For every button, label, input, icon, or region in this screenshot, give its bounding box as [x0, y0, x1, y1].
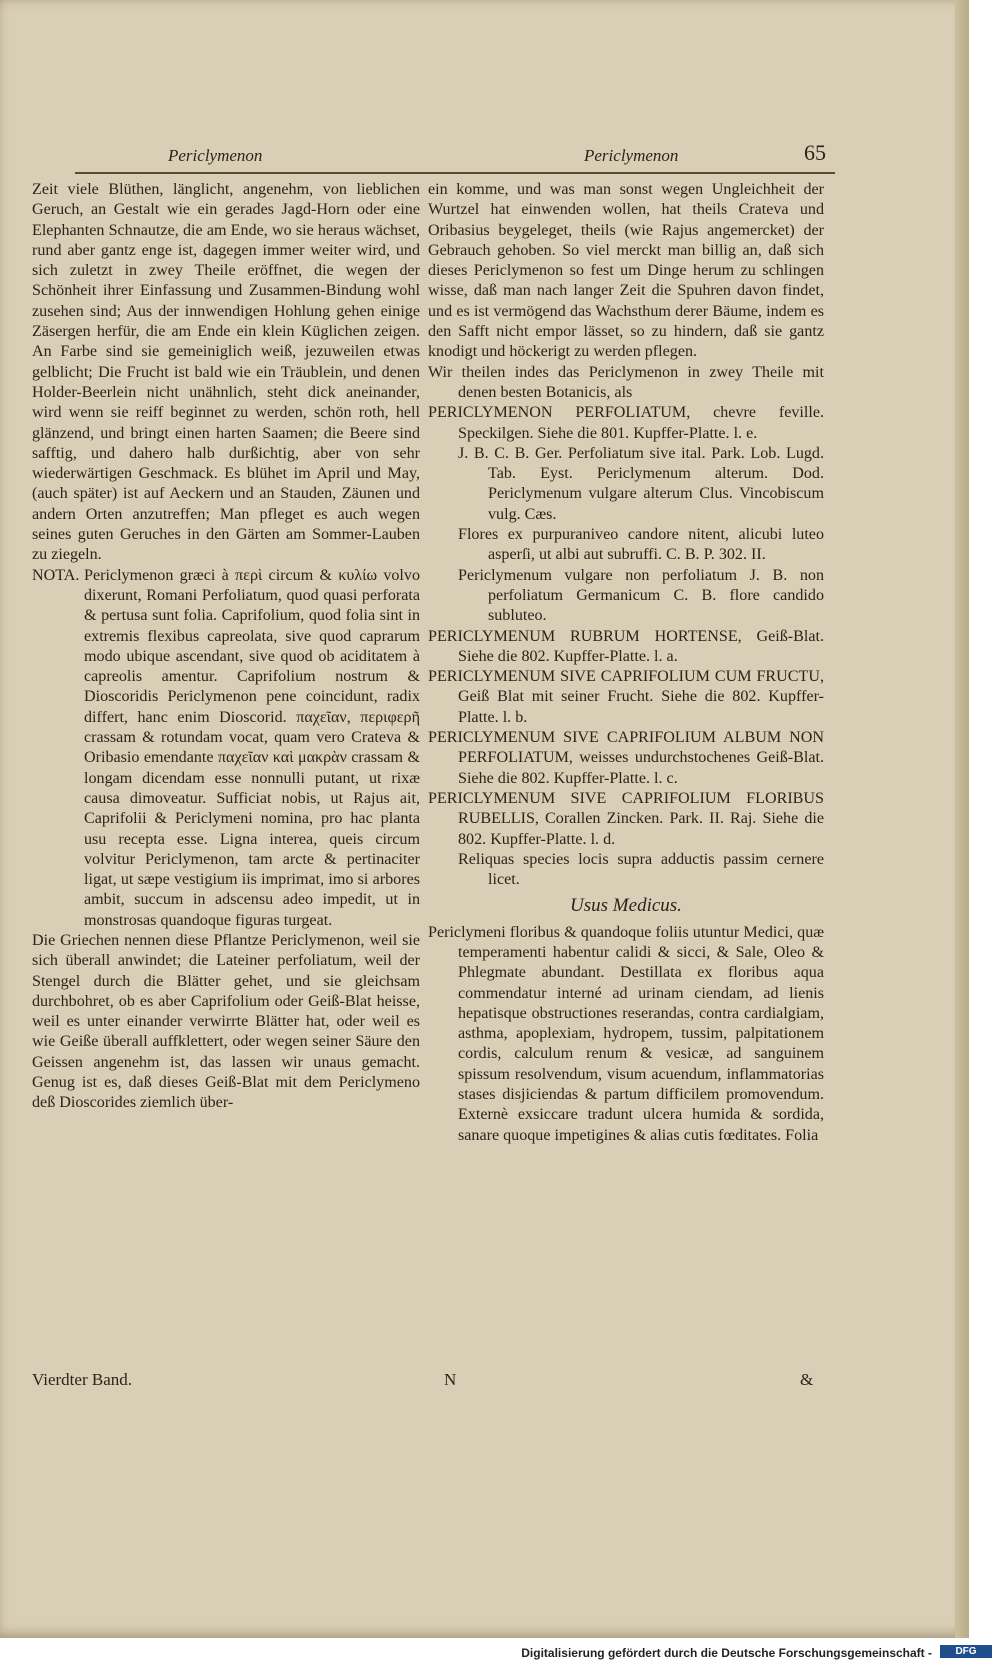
right-paragraph-1: ein komme, und was man sonst wegen Ungleichheit der Wurtzel hat einwenden wollen, hat theils Crateva und Oribasius beygeleget, theils (wie Rajus angemercket) der Gebrauch gehoben. So viel merckt man billig an, daß sich dieses Periclymenon so fest um Dinge herum zu schlingen wisse, daß man nach langer Zeit die Spuhren davon findet, und es ist vermögend das Wachsthum derer Bäume, indem es den Safft nicht empor lässet, so zu hindern, daß sie gantz knodigt und höckerigt zu werden pflegen.	[428, 181, 824, 361]
running-header	[0, 140, 969, 170]
nota-text: Periclymenon græci à περὶ circum & κυλίω volvo dixerunt, Romani Perfoliatum, quod quasi perforata & pertusa sunt folia. Caprifolium, quod folia sint in extremis flexibus capreolata, sive quod caprarum modo ubique ascendant, sive quod ob aciditatem à capreolis amentur. Caprifolium nostrum & Dioscoridis Periclymenon pene coincidunt, radix differt, hanc enim Dioscorid. παχεῖαν, περιφερῆ crassam & rotundam vocat, quam vero Crateva & Oribasio emendante παχεῖαν καὶ μακρὰν crassam & longam dicendam esse nonnulli putant, ut rixæ causa dimoveatur. Sufficiat nobis, ut Rajus ait, Caprifolii & Periclymeni nomina, pro hac planta usu recepta esse. Ligna interea, queis circum volvitur Periclymenon, tam arcte & pertinaciter ligat, ut sæpe vestigium iis imprimat, imo si arbores ambit, succum in adscensu adeo impedit, ut in monstrosas quandoque figuras turgeat.	[84, 566, 420, 929]
species-synonyms-1: J. B. C. B. Ger. Perfoliatum sive ital. Park. Lob. Lugd. Tab. Eyst. Periclymenum alterum. Dod. Periclymenum vulgare alterum Clus. Vincobiscum vulg. Cæs.	[458, 444, 824, 523]
species-closing: Reliquas species locis supra adductis passim cernere licet.	[458, 850, 824, 889]
species-entry-5: PERICLYMENUM SIVE CAPRIFOLIUM FLORIBUS RUBELLIS, Corallen Zincken. Park. II. Raj. Siehe die 802. Kupffer-Platte. l. d.	[428, 789, 824, 848]
species-note-1: Flores ex purpuraniveo candore nitent, alicubi luteo asperſi, ut albi aut subruffi. C. B. P. 302. II.	[458, 526, 824, 564]
header-left-title: Periclymenon	[168, 146, 263, 165]
left-paragraph-2: Die Griechen nennen diese Pflantze Periclymenon, weil sie sich überall anwindet; die Lateiner perfoliatum, weil der Stengel durch die Blätter gehet, und sie gleichsam durchbohret, ob es aber Caprifolium oder Geiß-Blat heisse, weil es unter einander verwirrte Blätter hat, oder weil es wie Geiße überall auffklettert, oder wegen seiner Säure den Geissen angenehm ist, das lassen wir unaus gemacht. Genug ist es, daß dieses Geiß-Blat mit dem Periclymeno deß Dioscorides ziemlich über-	[32, 931, 420, 1112]
species-entry-2: PERICLYMENUM RUBRUM HORTENSE, Geiß-Blat. Siehe die 802. Kupffer-Platte. l. a.	[428, 627, 824, 665]
nota-label: NOTA.	[32, 566, 80, 584]
dfg-logo: DFG	[940, 1645, 992, 1658]
right-column	[428, 180, 824, 1146]
digitization-footer	[0, 1638, 1000, 1665]
signature-mark: N	[444, 1370, 457, 1389]
nota-paragraph	[32, 566, 420, 931]
species-note-2: Periclymenum vulgare non perfoliatum J. B. non perfoliatum Germanicum C. B. flore candido subluteo.	[458, 566, 824, 625]
right-paragraph-2: Wir theilen indes das Periclymenon in zwey Theile mit denen besten Botanicis, als	[428, 363, 824, 401]
usus-paragraph: Periclymeni floribus & quandoque foliis utuntur Medici, quæ temperamenti habentur calidi & sicci, & Sale, Oleo & Phlegmate abundant. Destillata ex floribus aqua commendatur interné ad urinam ciendam, ad lienis hepatisque obstructiones reserandas, contra cardialgiam, asthma, apoplexiam, hydropem, tussim, palpitationem cordis, calculum renum & vesicæ, ad sanguinem spissum resolvendum, visum acuendum, inflammatorias stases disjiciendas & partum difficilem promovendum. Externè exsiccare tradunt ulcera humida & sordida, sanare quoque impetigines & alias cutis fœditates. Folia	[428, 923, 824, 1144]
header-rule	[75, 172, 835, 174]
left-column	[32, 180, 420, 1114]
volume-signature: Vierdter Band.	[32, 1370, 132, 1389]
footer-text: Digitalisierung gefördert durch die Deutsche Forschungsgemeinschaft -	[521, 1646, 932, 1660]
species-entry-4: PERICLYMENUM SIVE CAPRIFOLIUM ALBUM NON PERFOLIATUM, weisses undurchstochenes Geiß-Blat. Siehe die 802. Kupffer-Platte. l. c.	[428, 729, 824, 787]
left-paragraph-1: Zeit viele Blüthen, länglicht, angenehm, von lieblichen Geruch, an Gestalt wie ein gerades Jagd-Horn oder eine Elephanten Schnautze, die am Ende, wo sie heraus wächset, rund aber gantz enge ist, dagegen immer weiter wird, und sich zuletzt in zwey Theile eröffnet, die wegen der Schönheit ihrer Einfassung und Zusammen-Bindung wohl zusehen sind; Aus der innwendigen Hohlung gehen einige Zäsergen herfür, die am Ende ein klein Küglichen zeigen. An Farbe sind sie gemeiniglich weiß, jezuweilen etwas gelblicht; Die Frucht ist bald wie ein Träublein, und denen Holder-Beerlein nicht unähnlich, steht dick aneinander, wird wenn sie reiff beginnet zu werden, schön roth, hell glänzend, und bringt einen harten Saamen; die Beere sind safftig, und dahero halb durßichtig, aber von sehr wiederwärtigen Geschmack. Es blühet im April und May, (auch später) ist auf Aeckern und an Stauden, Zäunen und andern Orten anzutreffen; Man pfleget es auch wegen seines guten Geruches in den Gärten am Sommer-Lauben zu ziegeln.	[32, 181, 420, 564]
page-number: 65	[804, 140, 826, 165]
species-entry-3: PERICLYMENUM SIVE CAPRIFOLIUM CUM FRUCTU, Geiß Blat mit seiner Frucht. Siehe die 802. Kupffer-Platte. l. b.	[428, 668, 824, 726]
section-title: Usus Medicus.	[570, 895, 682, 917]
header-right-title: Periclymenon	[584, 146, 679, 165]
page-edge	[955, 0, 969, 1638]
catchword: &	[800, 1370, 814, 1389]
species-entry-1: PERICLYMENON PERFOLIATUM, chevre feville. Speckilgen. Siehe die 801. Kupffer-Platte. l. e.	[428, 404, 824, 442]
